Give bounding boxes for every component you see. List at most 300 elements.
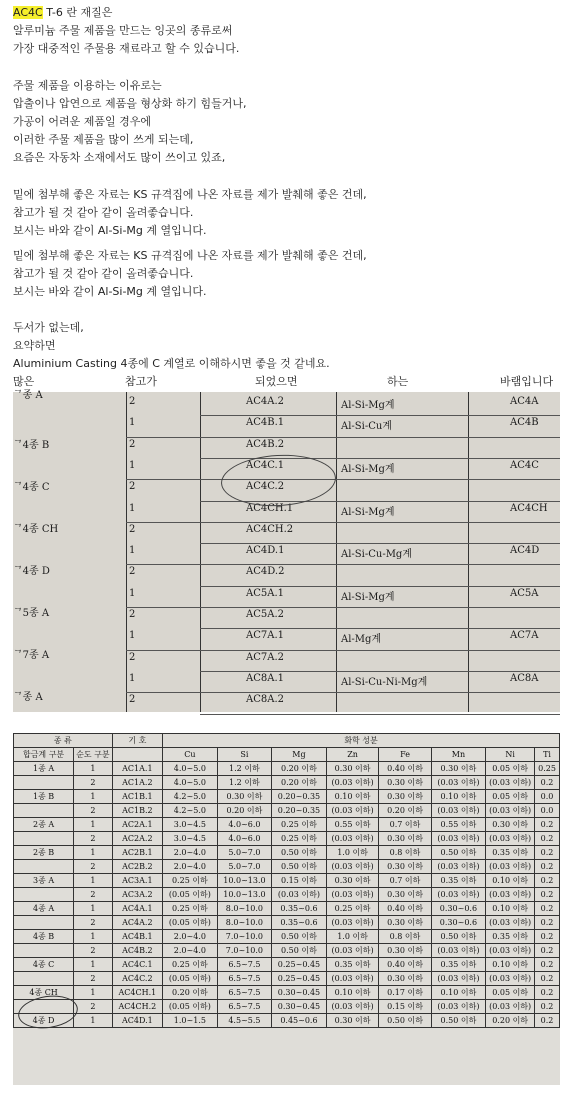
alloy-code: AC4A.2 bbox=[246, 396, 284, 407]
alloy-class: AC4C bbox=[510, 459, 539, 471]
table-cell: 10.0~13.0 bbox=[217, 874, 272, 888]
alloy-code: AC4B.1 bbox=[246, 417, 285, 429]
table-cell: 4.0~5.0 bbox=[163, 762, 218, 776]
table-row bbox=[14, 874, 560, 888]
table-cell: (0.03 이하) bbox=[486, 1000, 535, 1014]
table-row-rule bbox=[126, 650, 560, 651]
table-row bbox=[14, 790, 560, 804]
para4-line: 밑에 첨부해 좋은 자료는 KS 규격집에 나온 자료를 제가 발췌해 좋은 건데, bbox=[13, 249, 367, 262]
table-cell: (0.03 이하) bbox=[431, 776, 486, 790]
table-cell: 0.2 bbox=[535, 818, 560, 832]
table-cell: 0.8 이하 bbox=[379, 846, 431, 860]
table-cell: 0.30 이하 bbox=[326, 762, 379, 776]
table-cell: 4종 D bbox=[14, 1014, 74, 1028]
table-cell: 0.2 bbox=[535, 944, 560, 958]
purity-number: 1 bbox=[129, 672, 136, 684]
table-cell: (0.05 이하) bbox=[163, 916, 218, 930]
alloy-code: AC8A.1 bbox=[246, 672, 284, 684]
table-cell: 0.50 이하 bbox=[431, 930, 486, 944]
alloy-group-label: ᄀ4종 D bbox=[13, 566, 50, 577]
purity-number: 2 bbox=[129, 609, 136, 620]
table-cell: 0.2 bbox=[535, 930, 560, 944]
table-cell: 1종 B bbox=[14, 790, 74, 804]
alloy-system: Al-Si-Mg계 bbox=[341, 400, 395, 411]
table-cell: (0.03 이하) bbox=[326, 804, 379, 818]
alloy-system: Al-Si-Mg계 bbox=[341, 591, 395, 603]
purity-number: 2 bbox=[129, 523, 136, 535]
table-cell: 0.40 이하 bbox=[379, 902, 431, 916]
alloy-class: AC5A bbox=[510, 587, 539, 599]
para3-line: 밑에 첨부해 좋은 자료는 KS 규격집에 나온 자료를 제가 발췌해 좋은 건데, bbox=[13, 188, 367, 201]
table-row bbox=[14, 762, 560, 776]
alloy-code: AC8A.2 bbox=[246, 694, 284, 706]
alloy-class: AC4D bbox=[510, 545, 540, 557]
table-cell: 4.0~6.0 bbox=[217, 818, 272, 832]
table-cell: (0.03 이하) bbox=[486, 888, 535, 902]
table-cell: 0.25 이하 bbox=[163, 902, 218, 916]
table-cell: (0.03 이하) bbox=[326, 888, 379, 902]
table-row bbox=[14, 958, 560, 972]
table-cell: 6.5~7.5 bbox=[217, 986, 272, 1000]
alloy-system: Al-Si-Cu계 bbox=[341, 421, 392, 433]
table-cell: (0.03 이하) bbox=[431, 972, 486, 986]
purity-number: 2 bbox=[129, 396, 136, 407]
table-cell: 0.30 이하 bbox=[379, 776, 431, 790]
table-cell: 0.35~0.6 bbox=[272, 916, 327, 930]
table-cell: 8.0~10.0 bbox=[217, 902, 272, 916]
table-cell: 2.0~4.0 bbox=[163, 860, 218, 874]
alloy-class: AC4B bbox=[510, 417, 539, 429]
table-header-cell: 종 류 bbox=[14, 734, 113, 748]
table-header-cell: Si bbox=[217, 748, 272, 762]
table-cell: 5.0~7.0 bbox=[217, 860, 272, 874]
table-cell: 0.25 이하 bbox=[326, 902, 379, 916]
table-cell: AC1B.1 bbox=[112, 790, 163, 804]
table-cell: 0.20 이하 bbox=[379, 804, 431, 818]
table-header-cell: 기 호 bbox=[112, 734, 163, 748]
table-cell: 4종 A bbox=[14, 902, 74, 916]
table-cell: 0.20 이하 bbox=[486, 1014, 535, 1028]
table-cell: 0.05 이하 bbox=[486, 790, 535, 804]
purity-number: 2 bbox=[129, 566, 136, 578]
table-cell: (0.03 이하) bbox=[486, 832, 535, 846]
table-row bbox=[14, 916, 560, 930]
purity-number: 2 bbox=[129, 694, 136, 706]
composition-table bbox=[13, 733, 560, 1028]
table-cell bbox=[14, 832, 74, 846]
table-cell: 4종 CH bbox=[14, 986, 74, 1000]
alloy-group-label: ᄀ4종 CH bbox=[13, 524, 59, 535]
table-cell: 0.2 bbox=[535, 846, 560, 860]
table-cell: 0.30 이하 bbox=[379, 972, 431, 986]
table-cell: 1 bbox=[74, 874, 112, 888]
table-cell: 0.30 이하 bbox=[326, 874, 379, 888]
table-cell: (0.05 이하) bbox=[163, 1000, 218, 1014]
table-cell: 0.25 이하 bbox=[163, 958, 218, 972]
table-cell: 0.2 bbox=[535, 888, 560, 902]
table-cell: 0.10 이하 bbox=[326, 790, 379, 804]
table-cell: AC4D.1 bbox=[112, 1014, 163, 1028]
table-cell: 0.30 이하 bbox=[379, 888, 431, 902]
table-cell: 2 bbox=[74, 888, 112, 902]
table-row-rule bbox=[200, 415, 560, 416]
para5-line: Aluminium Casting 4종에 C 계열로 이해하시면 좋을 것 같네요. bbox=[13, 357, 330, 370]
purity-number: 1 bbox=[129, 417, 136, 429]
table-cell: 0.05 이하 bbox=[486, 986, 535, 1000]
alloy-system: Al-Si-Mg계 bbox=[341, 506, 395, 518]
table-cell: 0.10 이하 bbox=[486, 902, 535, 916]
table-cell: 2 bbox=[74, 944, 112, 958]
table-header-cell: Zn bbox=[326, 748, 379, 762]
table-cell: 1.2 이하 bbox=[217, 776, 272, 790]
table-cell bbox=[14, 776, 74, 790]
alloy-code: AC4C.1 bbox=[246, 459, 285, 471]
alloy-system: Al-Mg계 bbox=[341, 634, 382, 646]
table-row bbox=[14, 846, 560, 860]
table-cell: 0.30~0.45 bbox=[272, 1000, 327, 1014]
table-row bbox=[14, 930, 560, 944]
table-cell: 0.30~0.6 bbox=[431, 902, 486, 916]
table-cell: 0.55 이하 bbox=[326, 818, 379, 832]
para2-line: 가공이 어려운 제품일 경우에 bbox=[13, 115, 152, 128]
table-cell: 0.45~0.6 bbox=[272, 1014, 327, 1028]
table-cell: 7.0~10.0 bbox=[217, 944, 272, 958]
alloy-system: Al-Si-Cu-Mg계 bbox=[341, 549, 412, 561]
table-row-rule bbox=[126, 479, 560, 480]
table-cell: 4.2~5.0 bbox=[163, 804, 218, 818]
table-cell: 0.15 이하 bbox=[379, 1000, 431, 1014]
table-cell: 0.25~0.45 bbox=[272, 958, 327, 972]
table-cell: 0.2 bbox=[535, 916, 560, 930]
table-cell: 1 bbox=[74, 762, 112, 776]
alloy-code: AC4B.2 bbox=[246, 438, 285, 450]
table-row bbox=[14, 804, 560, 818]
table-cell: 4종 B bbox=[14, 930, 74, 944]
table-cell: 1.0 이하 bbox=[326, 846, 379, 860]
alloy-code: AC5A.2 bbox=[246, 609, 284, 620]
table-cell: 1.2 이하 bbox=[217, 762, 272, 776]
table-row bbox=[14, 888, 560, 902]
table-cell: 2.0~4.0 bbox=[163, 930, 218, 944]
table-cell: 0.50 이하 bbox=[272, 846, 327, 860]
alloy-code: AC5A.1 bbox=[246, 587, 284, 599]
table-header-cell: Cu bbox=[163, 748, 218, 762]
table-cell: 3.0~4.5 bbox=[163, 832, 218, 846]
table-cell: 0.10 이하 bbox=[486, 874, 535, 888]
alloy-code: AC4C.2 bbox=[246, 481, 285, 493]
table-cell: (0.03 이하) bbox=[486, 944, 535, 958]
table-cell: 0.20 이하 bbox=[272, 776, 327, 790]
table-header-row bbox=[14, 734, 560, 748]
purity-number: 2 bbox=[129, 651, 136, 663]
table-cell: 7.0~10.0 bbox=[217, 930, 272, 944]
table-cell: 10.0~13.0 bbox=[217, 888, 272, 902]
table-cell: 0.30 이하 bbox=[379, 916, 431, 930]
table-cell: 0.2 bbox=[535, 972, 560, 986]
table-cell bbox=[14, 804, 74, 818]
alloy-system: Al-Si-Mg계 bbox=[341, 463, 395, 475]
alloy-code: AC4CH.1 bbox=[246, 502, 294, 514]
table-cell: 0.17 이하 bbox=[379, 986, 431, 1000]
table-cell: 0.2 bbox=[535, 1000, 560, 1014]
table-cell: 0.35 이하 bbox=[431, 874, 486, 888]
table-row bbox=[14, 832, 560, 846]
scan-classification-table bbox=[13, 392, 560, 712]
table-cell: (0.03 이하) bbox=[326, 832, 379, 846]
table-header-cell: 순도 구분 bbox=[74, 748, 112, 762]
table-cell: 0.20~0.35 bbox=[272, 790, 327, 804]
table-cell: 0.2 bbox=[535, 1014, 560, 1028]
table-cell: AC2A.2 bbox=[112, 832, 163, 846]
alloy-group-label: ᄀ7종 A bbox=[13, 650, 50, 661]
table-cell: (0.03 이하) bbox=[326, 776, 379, 790]
table-cell: AC4CH.2 bbox=[112, 1000, 163, 1014]
alloy-code: AC4D.2 bbox=[246, 566, 285, 578]
highlight-ac4c: AC4C bbox=[13, 6, 43, 19]
alloy-code: AC4CH.2 bbox=[246, 523, 294, 535]
table-cell: 2 bbox=[74, 832, 112, 846]
table-cell: 0.55 이하 bbox=[431, 818, 486, 832]
purity-number: 1 bbox=[129, 587, 136, 599]
para2-line: 주물 제품을 이용하는 이유로는 bbox=[13, 79, 162, 92]
table-cell: 2.0~4.0 bbox=[163, 846, 218, 860]
table-cell: (0.03 이하) bbox=[431, 944, 486, 958]
table-cell: AC2B.2 bbox=[112, 860, 163, 874]
table-cell: 3.0~4.5 bbox=[163, 818, 218, 832]
table-header-cell: 합금계 구분 bbox=[14, 748, 74, 762]
closing-word: 하는 bbox=[387, 375, 409, 388]
table-cell: 1 bbox=[74, 790, 112, 804]
table-cell: (0.03 이하) bbox=[431, 832, 486, 846]
table-cell: 0.30 이하 bbox=[379, 832, 431, 846]
table-row-rule bbox=[200, 671, 560, 672]
table-cell bbox=[14, 972, 74, 986]
table-cell: 0.30 이하 bbox=[431, 762, 486, 776]
alloy-group-label: ᄀ4종 C bbox=[13, 482, 50, 493]
table-cell: 1 bbox=[74, 930, 112, 944]
table-cell: 2 bbox=[74, 916, 112, 930]
table-cell: 0.25 이하 bbox=[272, 832, 327, 846]
table-column-rule bbox=[468, 392, 469, 712]
table-cell: (0.03 이하) bbox=[431, 1000, 486, 1014]
table-row-rule bbox=[200, 714, 560, 715]
table-cell: 6.5~7.5 bbox=[217, 972, 272, 986]
table-header-cell: Fe bbox=[379, 748, 431, 762]
table-row bbox=[14, 1000, 560, 1014]
table-cell: 0.2 bbox=[535, 986, 560, 1000]
table-cell bbox=[14, 916, 74, 930]
alloy-class: AC7A bbox=[510, 630, 539, 642]
purity-number: 1 bbox=[129, 459, 136, 471]
table-row-rule bbox=[200, 586, 560, 587]
table-cell: 0.8 이하 bbox=[379, 930, 431, 944]
purity-number: 1 bbox=[129, 630, 136, 642]
table-header-cell: Mg bbox=[272, 748, 327, 762]
alloy-system: Al-Si-Cu-Ni-Mg계 bbox=[341, 676, 428, 688]
table-cell: 0.15 이하 bbox=[272, 874, 327, 888]
table-row bbox=[14, 860, 560, 874]
table-cell: 0.25~0.45 bbox=[272, 972, 327, 986]
alloy-code: AC7A.2 bbox=[246, 651, 284, 663]
para3-line: 보시는 바와 같이 Al-Si-Mg 계 열입니다. bbox=[13, 224, 207, 237]
table-cell: AC2A.1 bbox=[112, 818, 163, 832]
table-cell: 4종 C bbox=[14, 958, 74, 972]
intro-line-2: 알루미늄 주물 제품을 만드는 잉곳의 종류로써 bbox=[13, 24, 233, 37]
alloy-group-label: ᄀ종 A bbox=[13, 390, 43, 401]
table-row bbox=[14, 818, 560, 832]
table-cell: 1 bbox=[74, 958, 112, 972]
table-cell: 0.30 이하 bbox=[217, 790, 272, 804]
table-cell: 3종 A bbox=[14, 874, 74, 888]
table-cell: (0.03 이하) bbox=[326, 860, 379, 874]
table-cell: 0.50 이하 bbox=[272, 944, 327, 958]
table-cell: 0.10 이하 bbox=[431, 790, 486, 804]
para2-line: 이러한 주물 제품을 많이 쓰게 되는데, bbox=[13, 133, 194, 146]
table-header-cell bbox=[112, 748, 163, 762]
table-cell: 0.25 이하 bbox=[163, 874, 218, 888]
table-cell: 0.2 bbox=[535, 832, 560, 846]
purity-number: 1 bbox=[129, 502, 136, 514]
para4-line: 보시는 바와 같이 Al-Si-Mg 계 열입니다. bbox=[13, 285, 207, 298]
table-cell: 2 bbox=[74, 776, 112, 790]
table-header-cell: 화학 성분 bbox=[163, 734, 560, 748]
table-cell: 0.50 이하 bbox=[272, 860, 327, 874]
table-cell: AC4B.2 bbox=[112, 944, 163, 958]
table-cell: 1.0~1.5 bbox=[163, 1014, 218, 1028]
table-cell: 0.10 이하 bbox=[326, 986, 379, 1000]
table-cell: (0.03 이하) bbox=[272, 888, 327, 902]
closing-word: 많은 bbox=[13, 375, 35, 388]
table-cell: 6.5~7.5 bbox=[217, 958, 272, 972]
table-cell: AC2B.1 bbox=[112, 846, 163, 860]
table-cell: (0.03 이하) bbox=[326, 916, 379, 930]
table-row-rule bbox=[126, 564, 560, 565]
table-cell: 0.25 bbox=[535, 762, 560, 776]
table-cell bbox=[14, 860, 74, 874]
table-cell: 0.30 이하 bbox=[379, 790, 431, 804]
table-cell: 0.30 이하 bbox=[486, 818, 535, 832]
table-cell: 0.30~0.6 bbox=[431, 916, 486, 930]
purity-number: 2 bbox=[129, 438, 136, 450]
table-cell: 1종 A bbox=[14, 762, 74, 776]
para5-line: 요약하면 bbox=[13, 339, 56, 352]
table-cell: 4.0~5.0 bbox=[163, 776, 218, 790]
table-cell: 1 bbox=[74, 1014, 112, 1028]
table-cell: (0.03 이하) bbox=[326, 972, 379, 986]
table-header-cell: Mn bbox=[431, 748, 486, 762]
table-header-row bbox=[14, 748, 560, 762]
table-cell: 0.7 이하 bbox=[379, 818, 431, 832]
table-cell: AC4A.1 bbox=[112, 902, 163, 916]
table-cell: 2종 B bbox=[14, 846, 74, 860]
table-cell: 0.20 이하 bbox=[217, 804, 272, 818]
table-cell: 0.2 bbox=[535, 874, 560, 888]
table-cell: 0.2 bbox=[535, 776, 560, 790]
table-column-rule bbox=[336, 392, 337, 712]
table-cell: 1.0 이하 bbox=[326, 930, 379, 944]
table-cell: 0.30 이하 bbox=[379, 944, 431, 958]
table-cell: (0.03 이하) bbox=[486, 776, 535, 790]
table-cell: (0.03 이하) bbox=[486, 916, 535, 930]
table-cell: 5.0~7.0 bbox=[217, 846, 272, 860]
table-cell: 0.40 이하 bbox=[379, 762, 431, 776]
table-cell: 0.40 이하 bbox=[379, 958, 431, 972]
table-cell: AC4C.1 bbox=[112, 958, 163, 972]
table-cell: 2 bbox=[74, 860, 112, 874]
table-cell: AC1B.2 bbox=[112, 804, 163, 818]
table-cell: (0.03 이하) bbox=[486, 860, 535, 874]
table-cell: AC1A.1 bbox=[112, 762, 163, 776]
table-cell: AC4B.1 bbox=[112, 930, 163, 944]
table-cell: 6.5~7.5 bbox=[217, 1000, 272, 1014]
table-cell: 1 bbox=[74, 846, 112, 860]
table-cell: 0.2 bbox=[535, 958, 560, 972]
table-cell: 2종 A bbox=[14, 818, 74, 832]
table-row bbox=[14, 972, 560, 986]
table-row-rule bbox=[126, 692, 560, 693]
table-row bbox=[14, 902, 560, 916]
intro-line-3: 가장 대중적인 주물용 재료라고 할 수 있습니다. bbox=[13, 42, 240, 55]
para5-line: 두서가 없는데, bbox=[13, 321, 84, 334]
table-header-cell: Ti bbox=[535, 748, 560, 762]
table-column-rule bbox=[126, 392, 127, 712]
alloy-class: AC4CH bbox=[510, 502, 548, 514]
alloy-group-label: ᄀ4종 B bbox=[13, 440, 50, 451]
table-row bbox=[14, 776, 560, 790]
table-cell: (0.03 이하) bbox=[326, 944, 379, 958]
table-cell: 8.0~10.0 bbox=[217, 916, 272, 930]
table-header-cell: Ni bbox=[486, 748, 535, 762]
table-cell: AC4CH.1 bbox=[112, 986, 163, 1000]
table-cell: 4.5~5.5 bbox=[217, 1014, 272, 1028]
table-cell: AC4A.2 bbox=[112, 916, 163, 930]
table-cell: 1 bbox=[74, 986, 112, 1000]
table-row-rule bbox=[200, 628, 560, 629]
purity-number: 2 bbox=[129, 481, 136, 493]
table-cell: (0.03 이하) bbox=[486, 972, 535, 986]
table-cell: 0.2 bbox=[535, 860, 560, 874]
table-cell: 1 bbox=[74, 902, 112, 916]
table-cell: (0.05 이하) bbox=[163, 888, 218, 902]
table-cell: 0.05 이하 bbox=[486, 762, 535, 776]
table-row bbox=[14, 1014, 560, 1028]
para2-line: 요즘은 자동차 소재에서도 많이 쓰이고 있죠, bbox=[13, 151, 226, 164]
table-cell bbox=[14, 944, 74, 958]
table-cell: 0.7 이하 bbox=[379, 874, 431, 888]
table-cell: 0.50 이하 bbox=[379, 1014, 431, 1028]
table-cell: 0.35 이하 bbox=[431, 958, 486, 972]
alloy-group-label: ᄀ종 A bbox=[13, 692, 43, 703]
table-cell: AC3A.2 bbox=[112, 888, 163, 902]
table-cell: 4.0~6.0 bbox=[217, 832, 272, 846]
closing-word: 바램입니다 bbox=[500, 375, 554, 388]
table-cell: 0.35 이하 bbox=[486, 846, 535, 860]
table-cell: 2 bbox=[74, 1000, 112, 1014]
closing-word: 되었으면 bbox=[255, 375, 298, 388]
intro-line-1: AC4C T-6 란 재질은 bbox=[13, 6, 113, 19]
table-cell bbox=[14, 888, 74, 902]
para4-line: 참고가 될 것 같아 같이 올려좋습니다. bbox=[13, 267, 194, 280]
table-cell: 0.35~0.6 bbox=[272, 902, 327, 916]
table-cell: 4.2~5.0 bbox=[163, 790, 218, 804]
table-cell: 0.2 bbox=[535, 902, 560, 916]
table-column-rule bbox=[200, 392, 201, 712]
closing-line bbox=[13, 373, 573, 389]
table-cell: 0.10 이하 bbox=[431, 986, 486, 1000]
table-cell: AC4C.2 bbox=[112, 972, 163, 986]
table-cell: 0.30 이하 bbox=[379, 860, 431, 874]
alloy-class: AC8A bbox=[510, 672, 539, 684]
